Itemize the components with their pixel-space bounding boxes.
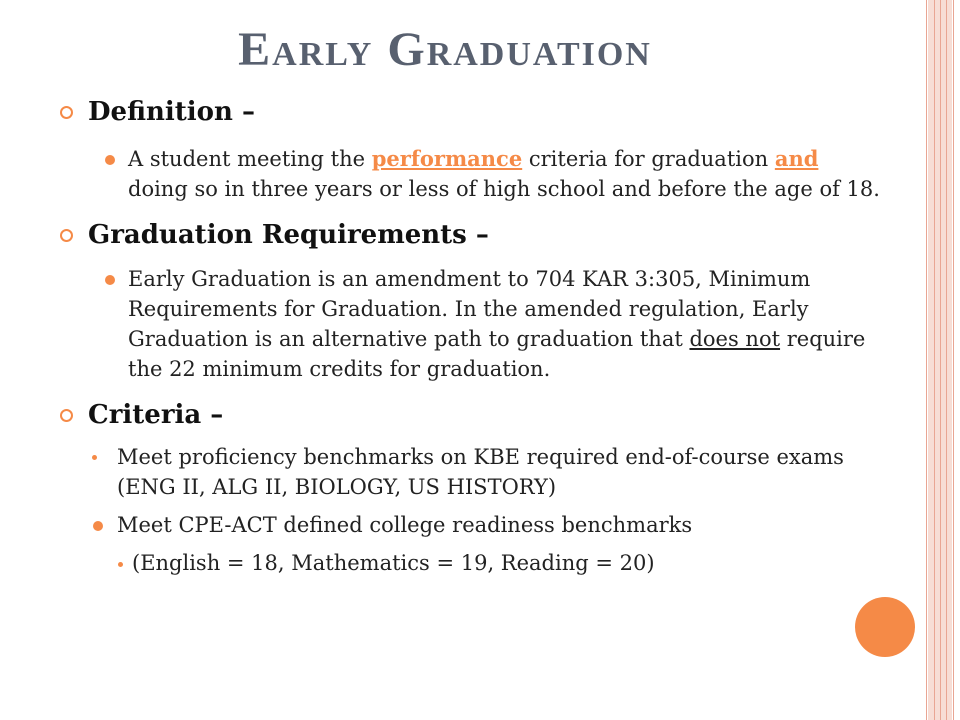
- ring-bullet-icon: [60, 106, 73, 119]
- dot-bullet-icon: [105, 275, 115, 285]
- border-line: [934, 0, 935, 720]
- section-heading-definition: Definition –: [60, 95, 880, 129]
- criteria-bullet-act: Meet CPE-ACT defined college readiness benchmarks: [60, 510, 880, 540]
- criteria-sub-bullet-scores: (English = 18, Mathematics = 19, Reading = 20): [60, 548, 880, 578]
- slide-title: Early Graduation: [238, 23, 652, 76]
- border-line: [946, 0, 947, 720]
- ring-bullet-icon: [60, 229, 73, 242]
- decorative-circle: [855, 597, 915, 657]
- small-dot-bullet-icon: [92, 455, 97, 460]
- definition-bullet: A student meeting the performance criteria for graduation and doing so in three years or less of high school and before the age of 18.: [60, 144, 880, 204]
- border-line: [926, 0, 927, 720]
- underlined-does-not: does not: [689, 327, 781, 351]
- border-line: [953, 0, 954, 720]
- ring-bullet-icon: [60, 409, 73, 422]
- section-heading-criteria: Criteria –: [60, 398, 880, 432]
- emphasis-performance: performance: [371, 146, 523, 171]
- dot-bullet-icon: [105, 155, 115, 165]
- emphasis-and: and: [774, 146, 819, 171]
- border-line: [940, 0, 941, 720]
- section-heading-requirements: Graduation Requirements –: [60, 218, 880, 252]
- slide-body: [60, 95, 880, 578]
- dot-bullet-icon: [93, 521, 103, 531]
- criteria-bullet-proficiency: Meet proficiency benchmarks on KBE required end-of-course exams (ENG II, ALG II, BIOLOGY, US HISTORY): [60, 442, 880, 502]
- requirements-bullet: Early Graduation is an amendment to 704 KAR 3:305, Minimum Requirements for Graduation. In the amended regulation, Early Graduation is an alternative path to graduation that does not require the 22 minimum credits for graduation.: [60, 264, 880, 384]
- small-dot-bullet-icon: [118, 562, 123, 567]
